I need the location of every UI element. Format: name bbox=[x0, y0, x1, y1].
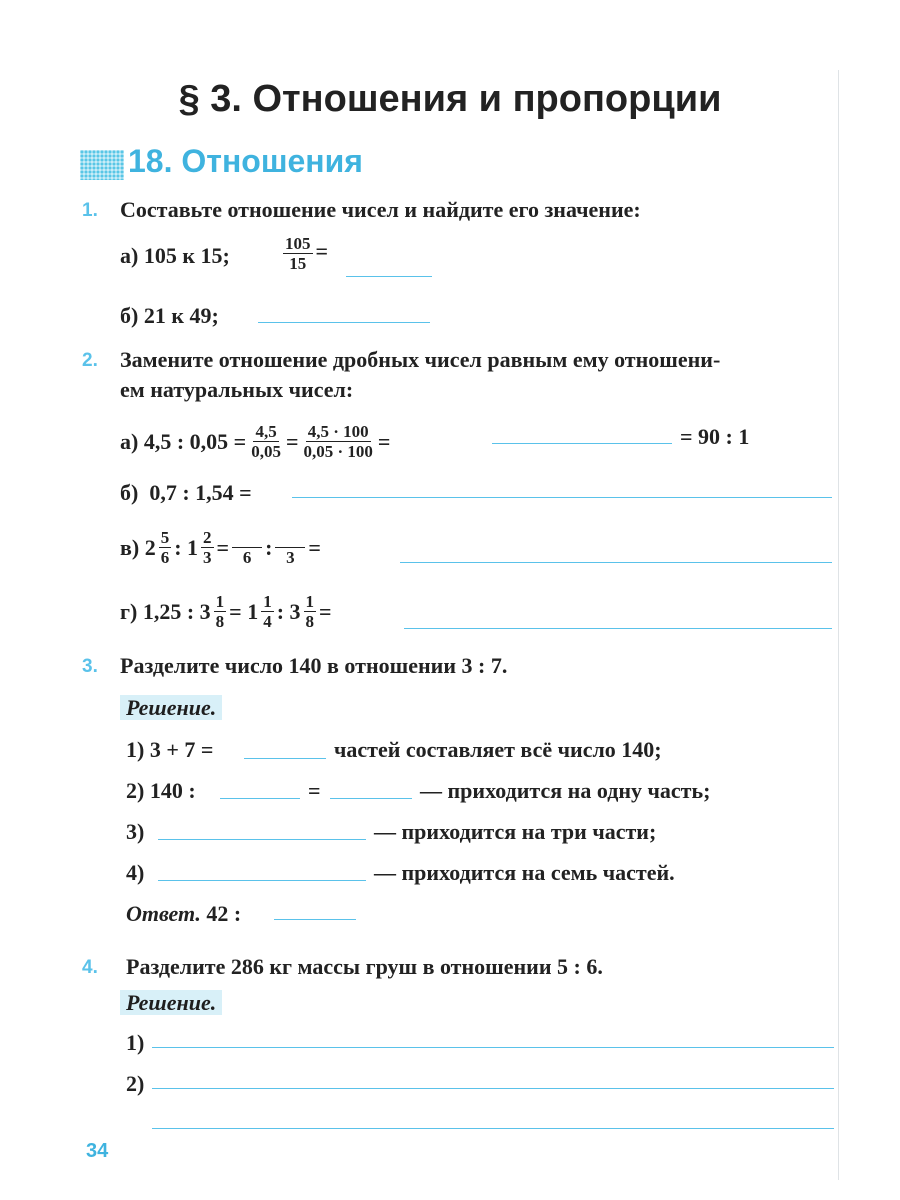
task-2d-mid: : 3 bbox=[276, 598, 301, 624]
task-3-step4-post: — приходится на семь частей. bbox=[374, 860, 675, 885]
task-1a bbox=[120, 243, 230, 269]
task-3-solution-label bbox=[120, 695, 222, 721]
answer-line-2b[interactable] bbox=[292, 497, 832, 498]
equals-sign: = 1 bbox=[229, 598, 259, 624]
blank-numerator[interactable] bbox=[275, 528, 305, 548]
task-1b-label: б) bbox=[120, 303, 139, 328]
task-2b-lhs: 0,7 : 1,54 = bbox=[149, 480, 252, 505]
task-2a-lhs: 4,5 : 0,05 = bbox=[143, 428, 247, 454]
answer-line-3-final[interactable] bbox=[274, 919, 356, 920]
equals-sign: = bbox=[216, 534, 230, 560]
task-1-text: Составьте отношение чисел и найдите его значение: bbox=[120, 197, 641, 222]
equals-sign: = bbox=[285, 428, 299, 454]
mixed-whole: 1 bbox=[187, 534, 199, 560]
fraction-numerator: 1 bbox=[305, 592, 315, 611]
task-2-number: 2. bbox=[82, 350, 98, 371]
section-title: 18. Отношения bbox=[128, 143, 363, 179]
fraction-numerator: 4,5 · 100 bbox=[307, 422, 369, 441]
solution-label: Решение. bbox=[120, 990, 222, 1015]
equals-sign: = bbox=[377, 428, 391, 454]
answer-line-3-step2a[interactable] bbox=[220, 798, 300, 799]
task-3-step3-post: — приходится на три части; bbox=[374, 819, 657, 844]
task-4-text: Разделите 286 кг массы груш в отношении 5 : 6. bbox=[126, 954, 603, 979]
equals-sign: = bbox=[315, 238, 329, 264]
task-2d-lhs: 1,25 : 3 bbox=[142, 598, 211, 624]
fraction-numerator: 105 bbox=[285, 234, 311, 253]
mixed-whole: 2 bbox=[144, 534, 156, 560]
fraction-denominator: 4 bbox=[263, 612, 272, 631]
equals-sign: = bbox=[319, 598, 332, 624]
chapter-title: § 3. Отношения и пропорции bbox=[178, 78, 722, 120]
task-2c-label: в) bbox=[120, 534, 140, 560]
answer-line-3-step2b[interactable] bbox=[330, 798, 412, 799]
answer-label: Ответ. bbox=[126, 901, 201, 926]
task-1a-label: а) bbox=[120, 243, 139, 268]
section-marker bbox=[80, 150, 124, 180]
task-3-step1-pre: 1) 3 + 7 = bbox=[126, 737, 214, 762]
task-2d bbox=[120, 592, 332, 631]
task-3-step3-pre: 3) bbox=[126, 819, 145, 844]
fraction-denominator: 8 bbox=[305, 612, 315, 631]
fraction-numerator: 1 bbox=[215, 592, 225, 611]
task-1a-text: 105 к 15; bbox=[143, 243, 230, 268]
task-3-step2-mid: = bbox=[308, 778, 321, 803]
task-3-answer bbox=[126, 901, 241, 927]
task-2-text-line1: Замените отношение дробных чисел равным ему отношени- bbox=[120, 347, 721, 372]
task-4-number: 4. bbox=[82, 957, 98, 978]
colon-sign: : bbox=[174, 534, 182, 560]
task-2d-label: г) bbox=[120, 598, 138, 624]
task-2a-label: а) bbox=[120, 428, 139, 454]
fraction-numerator: 5 bbox=[160, 528, 170, 547]
task-1b-text: 21 к 49; bbox=[143, 303, 219, 328]
fraction-denominator: 8 bbox=[215, 612, 225, 631]
fraction-numerator: 1 bbox=[263, 592, 272, 611]
answer-line-2d[interactable] bbox=[404, 628, 832, 629]
answer-line-4-step2[interactable] bbox=[152, 1088, 834, 1089]
task-3-step2-post: — приходится на одну часть; bbox=[420, 778, 711, 803]
fraction-denominator: 6 bbox=[160, 548, 170, 567]
page-number: 34 bbox=[86, 1140, 109, 1162]
fraction-numerator: 4,5 bbox=[255, 422, 277, 441]
answer-line-2a[interactable] bbox=[492, 443, 672, 444]
task-4-step2-pre: 2) bbox=[126, 1071, 145, 1096]
task-3-step4-pre: 4) bbox=[126, 860, 145, 885]
page-edge bbox=[838, 70, 839, 1180]
colon-sign: : bbox=[265, 534, 273, 560]
fraction-denominator: 3 bbox=[203, 548, 212, 567]
answer-line-1b[interactable] bbox=[258, 322, 430, 323]
fraction-denominator: 0,05 bbox=[251, 442, 281, 461]
task-3-text: Разделите число 140 в отношении 3 : 7. bbox=[120, 653, 508, 678]
answer-line-3-step4[interactable] bbox=[158, 880, 366, 881]
answer-line-4-step1[interactable] bbox=[152, 1047, 834, 1048]
task-2a bbox=[120, 422, 390, 461]
answer-value: 42 : bbox=[206, 901, 242, 926]
task-3-step2-pre: 2) 140 : bbox=[126, 778, 196, 803]
answer-line-2c[interactable] bbox=[400, 562, 832, 563]
task-3-step1-post: частей составляет всё число 140; bbox=[334, 737, 662, 762]
blank-numerator[interactable] bbox=[232, 528, 262, 548]
answer-line-1a[interactable] bbox=[346, 276, 432, 277]
task-1b bbox=[120, 303, 219, 329]
task-2c bbox=[120, 528, 321, 567]
task-2b bbox=[120, 480, 252, 506]
task-2-text-line2: ем натуральных чисел: bbox=[120, 377, 354, 402]
fraction-denominator: 0,05 · 100 bbox=[303, 442, 373, 461]
task-2a-result: = 90 : 1 bbox=[680, 424, 750, 449]
task-4-step1-pre: 1) bbox=[126, 1030, 145, 1055]
task-1a-fraction bbox=[280, 234, 328, 273]
fraction-denominator: 3 bbox=[286, 548, 295, 567]
equals-sign: = bbox=[308, 534, 321, 560]
answer-line-3-step3[interactable] bbox=[158, 839, 366, 840]
task-4-solution-label bbox=[120, 990, 222, 1016]
solution-label: Решение. bbox=[120, 695, 222, 720]
fraction-denominator: 15 bbox=[289, 254, 307, 273]
task-1-number: 1. bbox=[82, 200, 98, 221]
answer-line-3-step1[interactable] bbox=[244, 758, 326, 759]
task-2b-label: б) bbox=[120, 480, 139, 505]
answer-line-4-step3[interactable] bbox=[152, 1128, 834, 1129]
fraction-denominator: 6 bbox=[242, 548, 252, 567]
fraction-numerator: 2 bbox=[203, 528, 212, 547]
task-3-number: 3. bbox=[82, 656, 98, 677]
